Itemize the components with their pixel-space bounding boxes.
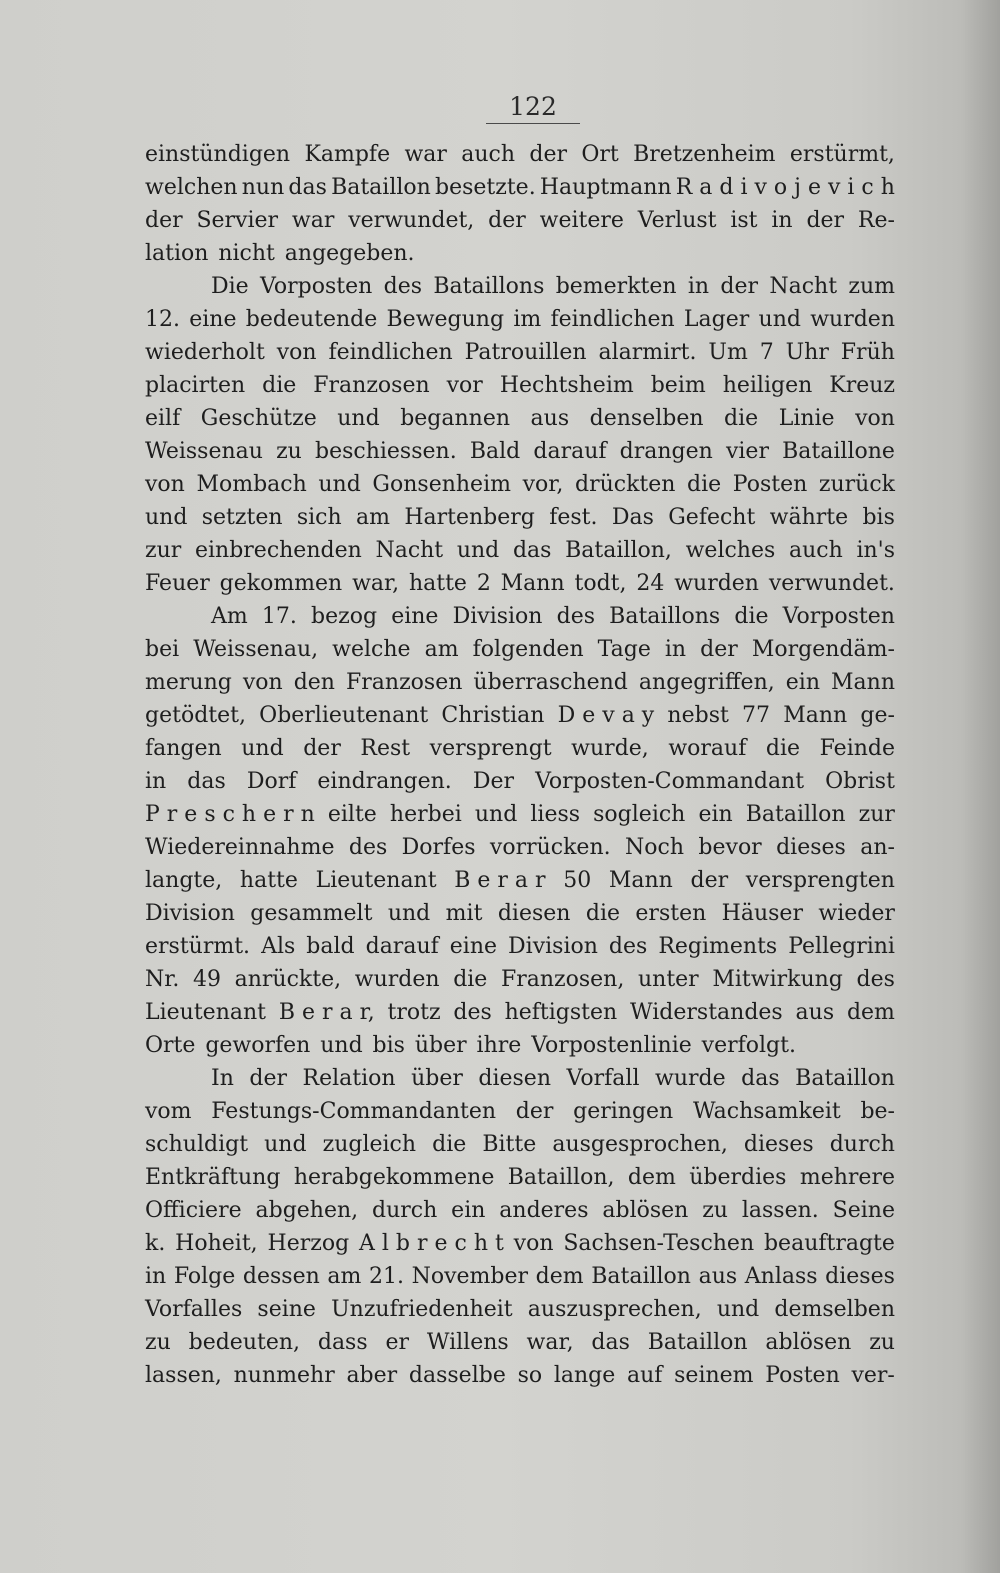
text-line: einstündigen Kampfe war auch der Ort Bretzenheim erstürmt, bbox=[145, 142, 895, 167]
text-line: Am 17. bezog eine Division des Bataillons die Vorposten bbox=[211, 604, 895, 629]
text-line: wiederholt von feindlichen Patrouillen alarmirt. Um 7 Uhr Früh bbox=[145, 340, 895, 365]
text-line: Orte geworfen und bis über ihre Vorpostenlinie verfolgt. bbox=[145, 1033, 796, 1058]
text-line: zur einbrechenden Nacht und das Bataillon, welches auch in's bbox=[145, 538, 895, 563]
text-line: der Servier war verwundet, der weitere Verlust ist in der Re- bbox=[145, 208, 895, 233]
text-line: bei Weissenau, welche am folgenden Tage in der Morgendäm- bbox=[145, 637, 895, 662]
text-line: zu bedeuten, dass er Willens war, das Bataillon ablösen zu bbox=[145, 1330, 895, 1355]
text-line: langte, hatte Lieutenant B e r a r 50 Mann der versprengten bbox=[145, 868, 895, 893]
page-number: 122 bbox=[486, 92, 580, 124]
text-line: Feuer gekommen war, hatte 2 Mann todt, 24 wurden verwundet. bbox=[145, 571, 895, 596]
text-line: und setzten sich am Hartenberg fest. Das Gefecht währte bis bbox=[145, 505, 895, 530]
text-line: erstürmt. Als bald darauf eine Division des Regiments Pellegrini bbox=[145, 934, 895, 959]
text-line: P r e s c h e r n eilte herbei und liess sogleich ein Bataillon zur bbox=[145, 802, 895, 827]
text-line: merung von den Franzosen überraschend angegriffen, ein Mann bbox=[145, 670, 895, 695]
text-line: Lieutenant B e r a r, trotz des heftigsten Widerstandes aus dem bbox=[145, 1000, 895, 1025]
text-line: Wiedereinnahme des Dorfes vorrücken. Noch bevor dieses an- bbox=[145, 835, 895, 860]
text-line: getödtet, Oberlieutenant Christian D e v a y nebst 77 Mann ge- bbox=[145, 703, 895, 728]
page-edge-shadow bbox=[960, 0, 1000, 1573]
text-line: In der Relation über diesen Vorfall wurde das Bataillon bbox=[211, 1066, 895, 1091]
text-line: lation nicht angegeben. bbox=[145, 241, 415, 266]
text-line: Nr. 49 anrückte, wurden die Franzosen, unter Mitwirkung des bbox=[145, 967, 895, 992]
text-line: placirten die Franzosen vor Hechtsheim beim heiligen Kreuz bbox=[145, 373, 895, 398]
text-line: Officiere abgehen, durch ein anderes ablösen zu lassen. Seine bbox=[145, 1198, 895, 1223]
text-line: 12. eine bedeutende Bewegung im feindlichen Lager und wurden bbox=[145, 307, 895, 332]
text-line: von Mombach und Gonsenheim vor, drückten die Posten zurück bbox=[145, 472, 895, 497]
text-line: Division gesammelt und mit diesen die ersten Häuser wieder bbox=[145, 901, 895, 926]
text-line: eilf Geschütze und begannen aus denselben die Linie von bbox=[145, 406, 895, 431]
text-line: in das Dorf eindrangen. Der Vorposten-Commandant Obrist bbox=[145, 769, 895, 794]
text-line: vom Festungs-Commandanten der geringen Wachsamkeit be- bbox=[145, 1099, 895, 1124]
text-line: fangen und der Rest versprengt wurde, worauf die Feinde bbox=[145, 736, 895, 761]
text-line: in Folge dessen am 21. November dem Bataillon aus Anlass dieses bbox=[145, 1264, 895, 1289]
text-line: lassen, nunmehr aber dasselbe so lange auf seinem Posten ver- bbox=[145, 1363, 895, 1388]
body-text bbox=[145, 138, 895, 1392]
text-line: Die Vorposten des Bataillons bemerkten in der Nacht zum bbox=[211, 274, 895, 299]
text-line: schuldigt und zugleich die Bitte ausgesprochen, dieses durch bbox=[145, 1132, 895, 1157]
text-line: welchen nun das Bataillon besetzte. Hauptmann R a d i v o j e v i c h bbox=[145, 175, 895, 200]
text-line: Entkräftung herabgekommene Bataillon, dem überdies mehrere bbox=[145, 1165, 895, 1190]
text-line: Weissenau zu beschiessen. Bald darauf drangen vier Bataillone bbox=[145, 439, 895, 464]
text-line: Vorfalles seine Unzufriedenheit auszusprechen, und demselben bbox=[145, 1297, 895, 1322]
text-line: k. Hoheit, Herzog A l b r e c h t von Sachsen-Teschen beauftragte bbox=[145, 1231, 895, 1256]
